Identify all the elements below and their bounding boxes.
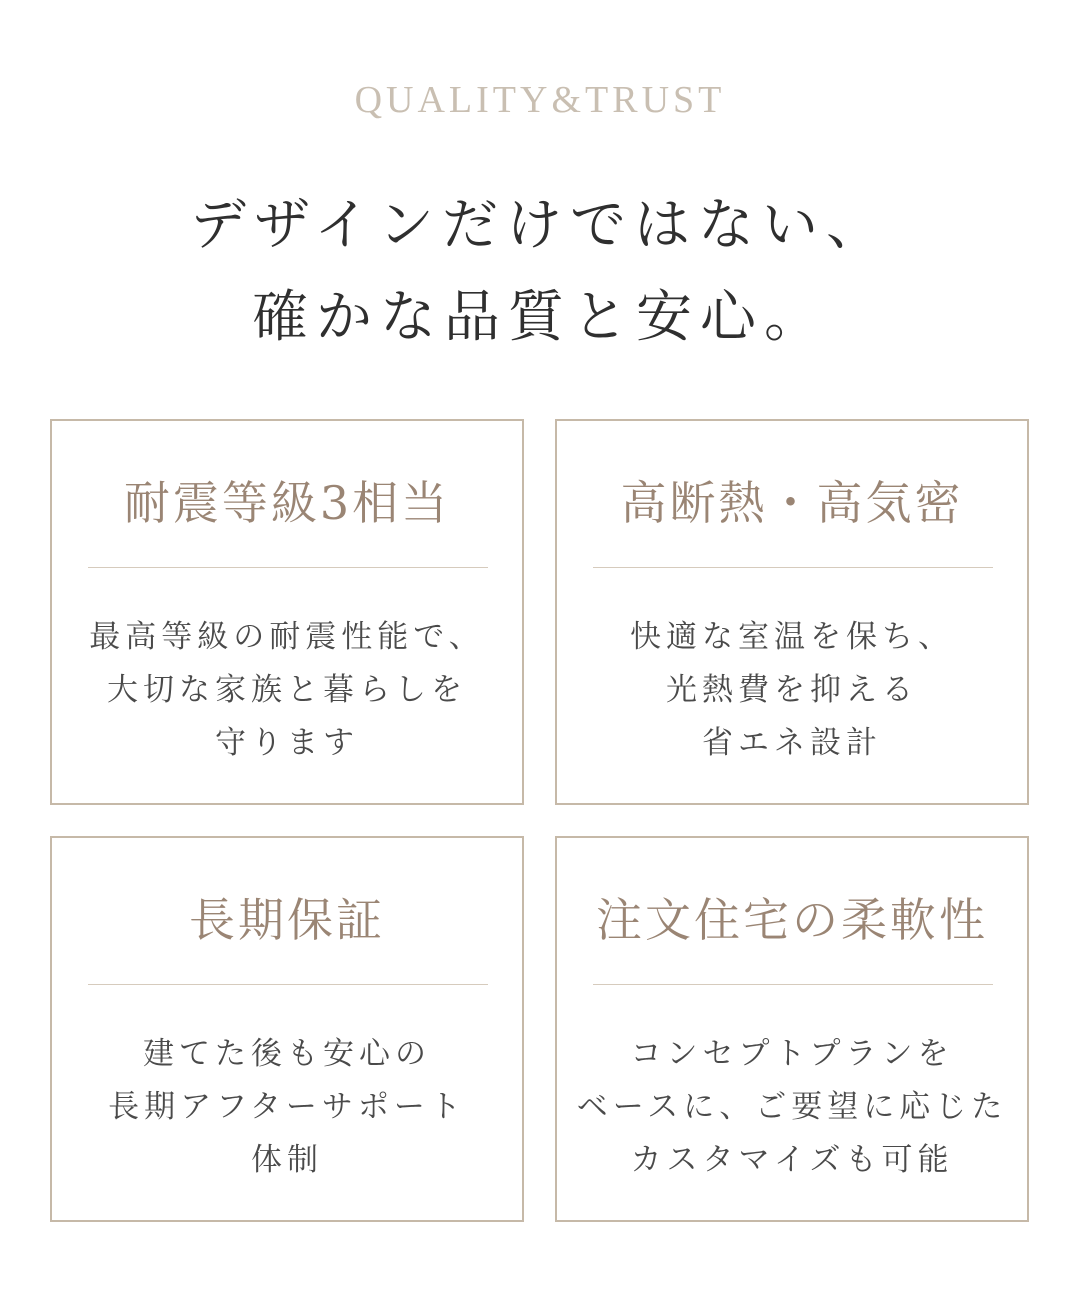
card-description — [557, 1028, 1027, 1187]
card-divider — [593, 567, 993, 568]
headline-line-2: 確かな品質と安心。 — [252, 285, 828, 350]
card-divider — [593, 984, 993, 985]
card-description-line: 最高等級の耐震性能で、 — [89, 619, 485, 655]
section-eyebrow: QUALITY&TRUST — [354, 79, 726, 121]
card-description — [52, 1028, 522, 1187]
card-description-line: 体制 — [251, 1142, 323, 1178]
card-divider — [88, 567, 488, 568]
card-title: 高断熱・高気密 — [620, 476, 964, 530]
card-description-line: 大切な家族と暮らしを — [107, 672, 467, 708]
card-divider — [88, 984, 488, 985]
card-description-line: コンセプトプランを — [630, 1036, 954, 1072]
card-description-line: 省エネ設計 — [702, 725, 882, 761]
card-title: 長期保証 — [189, 893, 385, 947]
feature-card-insulation — [555, 419, 1029, 805]
card-description-line: 長期アフターサポート — [108, 1089, 466, 1125]
feature-card-custom-home — [555, 836, 1029, 1222]
card-description-line: 快適な室温を保ち、 — [630, 619, 954, 655]
card-description-line: 光熱費を抑える — [666, 672, 918, 708]
headline-line-1: デザインだけではない、 — [189, 193, 891, 258]
card-description — [557, 611, 1027, 770]
card-description-line: 建てた後も安心の — [143, 1036, 431, 1072]
card-description-line: ベースに、ご要望に応じた — [576, 1089, 1008, 1125]
card-description-line: カスタマイズも可能 — [630, 1142, 954, 1178]
feature-card-warranty — [50, 836, 524, 1222]
feature-card-seismic — [50, 419, 524, 805]
card-description-line: 守ります — [215, 725, 359, 761]
card-title: 注文住宅の柔軟性 — [596, 893, 988, 947]
section-headline — [0, 180, 1080, 364]
card-description — [52, 611, 522, 770]
card-title: 耐震等級3相当 — [123, 476, 451, 530]
